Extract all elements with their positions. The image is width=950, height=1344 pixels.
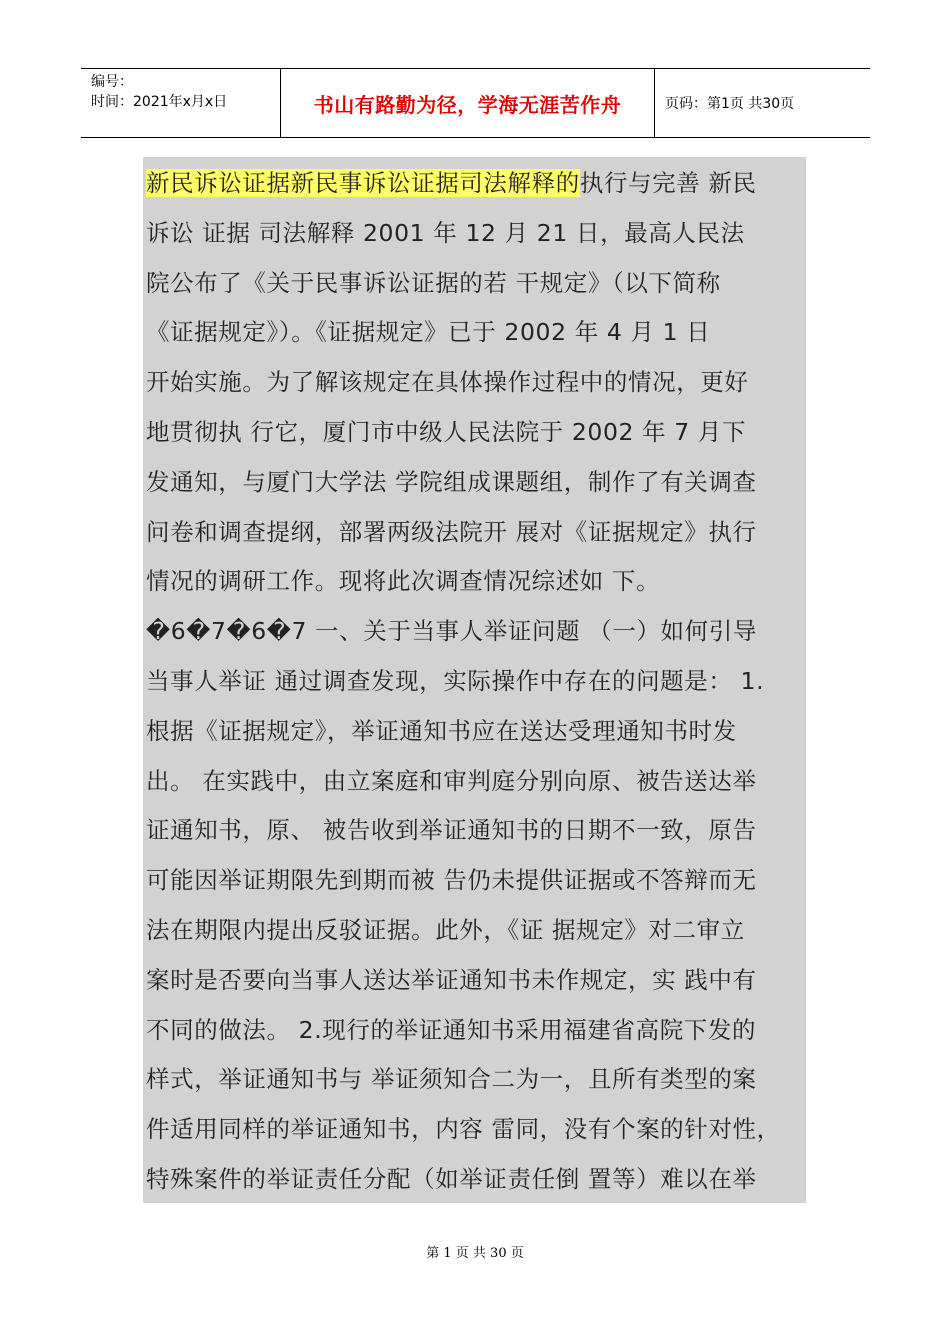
body-line: 开始实施。为了解该规定在具体操作过程中的情况，更好 [146,368,749,397]
header-page-info: 页码：第1页 共30页 [665,96,795,112]
number-label: 编号： [91,74,133,90]
body-line: 发通知，与厦门大学法 学院组成课题组，制作了有关调查 [146,467,757,496]
body-line: 特殊案件的举证责任分配（如举证责任倒 置等）难以在举 [146,1164,757,1193]
body-line: 诉讼 证据 司法解释 2001 年 12 月 21 日，最高人民法 [146,218,745,247]
body-line: 院公布了《关于民事诉讼证据的若 干规定》（以下简称 [146,268,721,297]
body-line: 件适用同样的举证通知书，内容 雷同，没有个案的针对性， [146,1115,781,1144]
body-line: 《证据规定》）。《证据规定》已于 2002 年 4 月 1 日 [146,318,711,347]
body-line: 法在期限内提出反驳证据。此外，《证 据规定》对二审立 [146,915,745,944]
body-line: 不同的做法。 2.现行的举证通知书采用福建省高院下发的 [146,1015,757,1044]
body-line-text: 执行与完善 新民 [579,169,757,197]
time-label: 时间：2021年x月x日 [91,94,228,110]
body-line: 样式，举证通知书与 举证须知合二为一，且所有类型的案 [146,1065,757,1094]
body-line: �6�7�6�7 一、关于当事人举证问题 （一）如何引导 [146,617,757,646]
body-line: 证通知书，原、 被告收到举证通知书的日期不一致，原告 [146,816,757,845]
body-line: 地贯彻执 行它，厦门市中级人民法院于 2002 年 7 月下 [146,417,747,446]
body-line: 当事人举证 通过调查发现，实际操作中存在的问题是： 1. [146,666,765,695]
body-line: 根据《证据规定》，举证通知书应在送达受理通知书时发 [146,716,737,745]
header-meta [81,69,281,137]
body-line: 可能因举证期限先到期而被 告仍未提供证据或不答辩而无 [146,866,757,895]
document-header [81,68,870,138]
body-line: 问卷和调查提纲，部署两级法院开 展对《证据规定》执行 [146,517,757,546]
page-footer: 第 1 页 共 30 页 [426,1246,524,1261]
body-line: 出。 在实践中，由立案庭和审判庭分别向原、被告送达举 [146,766,757,795]
document-body [146,159,801,1205]
header-motto: 书山有路勤为径，学海无涯苦作舟 [281,69,655,137]
body-line: 案时是否要向当事人送达举证通知书未作规定，实 践中有 [146,965,757,994]
highlighted-title: 新民诉讼证据新民事诉讼证据司法解释的 [146,169,580,197]
body-line [146,159,801,209]
body-line: 情况的调研工作。现将此次调查情况综述如 下。 [146,567,661,596]
